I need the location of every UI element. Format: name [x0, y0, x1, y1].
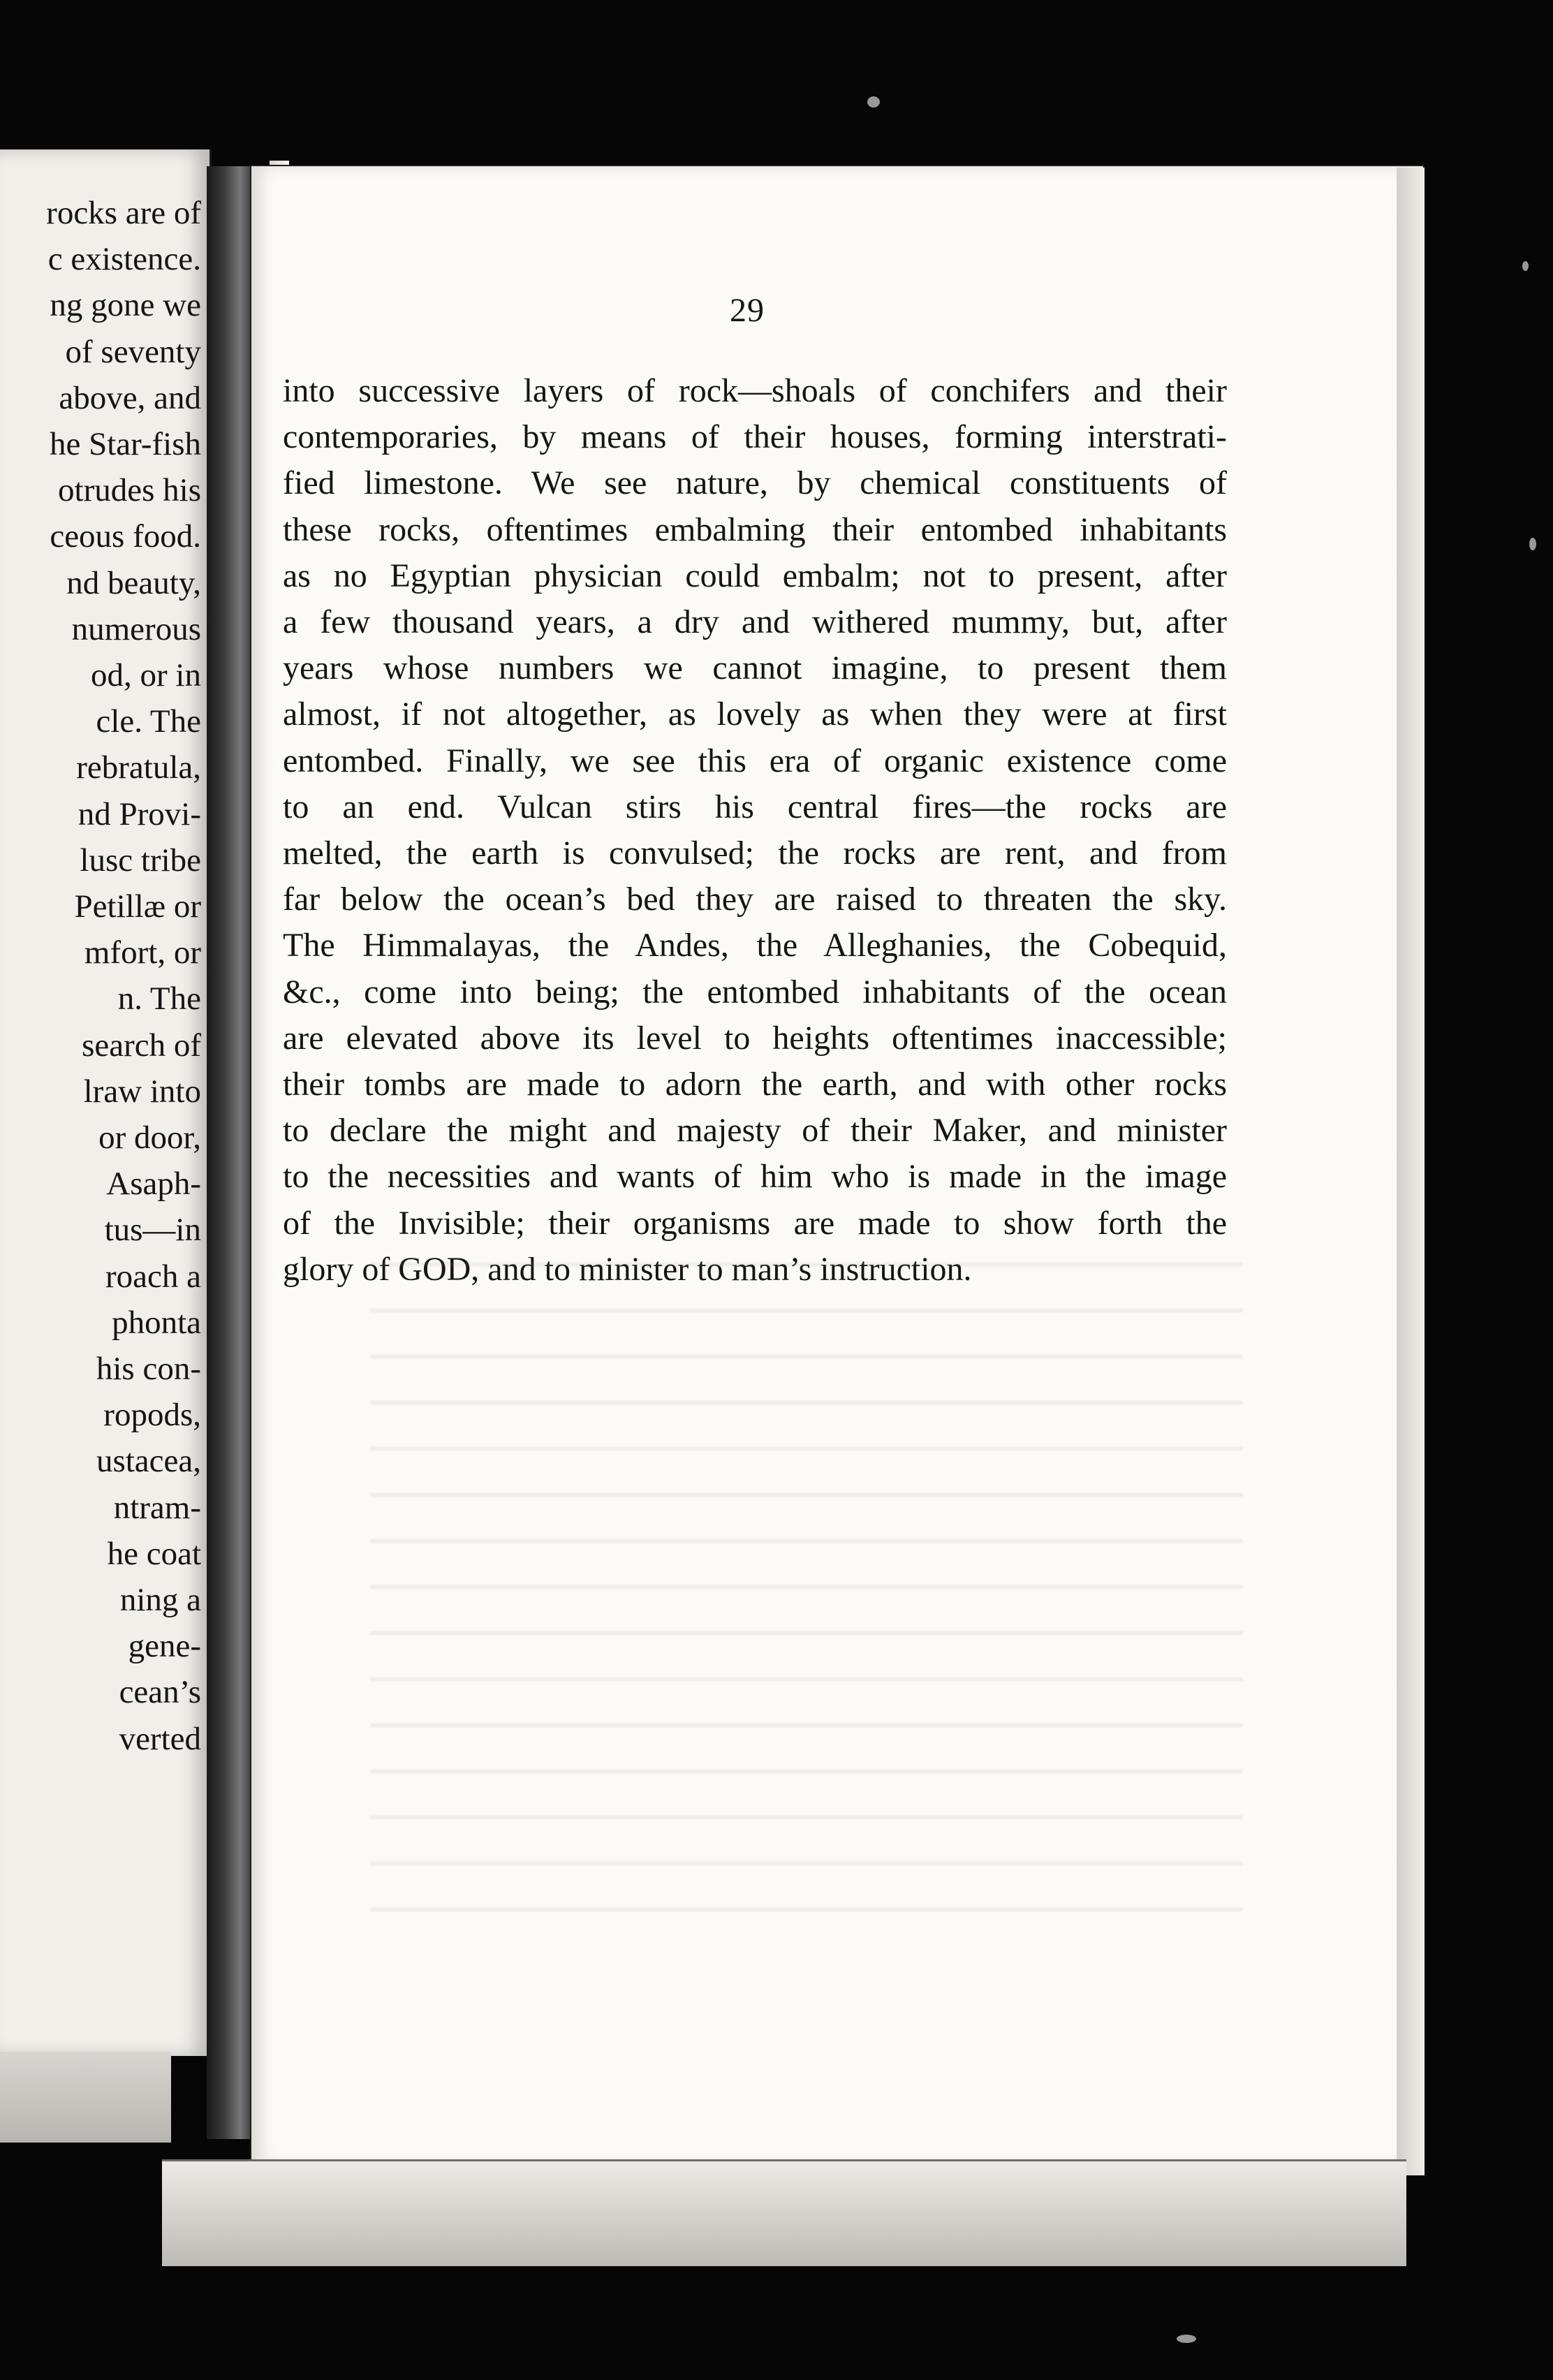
- paragraph-line: a few thousand years, a dry and withered mummy, but, after: [283, 603, 1227, 640]
- paragraph-line: far below the ocean’s bed they are raised to threaten the sky.: [283, 881, 1227, 918]
- left-page-line: mfort, or: [84, 934, 201, 971]
- paragraph-line: their tombs are made to adorn the earth, and with other rocks: [283, 1066, 1227, 1103]
- scan-speck: [1177, 2335, 1196, 2343]
- scan-speck: [1522, 261, 1529, 271]
- paragraph-line: these rocks, oftentimes embalming their entombed inhabitants: [283, 510, 1227, 548]
- paragraph-line: entombed. Finally, we see this era of organic existence come: [283, 742, 1227, 779]
- left-page-line: cean’s: [119, 1674, 201, 1711]
- left-page-line: his con-: [96, 1351, 201, 1387]
- left-page-line: n. The: [117, 980, 201, 1018]
- left-page-line: Asaph-: [106, 1166, 201, 1203]
- left-page-line: search of: [82, 1027, 201, 1064]
- left-page-line: roach a: [105, 1258, 201, 1295]
- left-page-line: of seventy: [65, 333, 201, 370]
- left-page-line: ustacea,: [96, 1443, 201, 1480]
- scan-speck: [1529, 538, 1536, 550]
- paragraph-line: glory of GOD, and to minister to man’s instruction.: [283, 1250, 972, 1288]
- right-page-bottom-edge: [162, 2159, 1406, 2266]
- left-page-line: numerous: [71, 610, 201, 647]
- paragraph-line: contemporaries, by means of their houses, forming interstrati-: [283, 418, 1227, 456]
- left-page-line: otrudes his: [58, 472, 201, 509]
- left-page-line: ceous food.: [50, 518, 201, 555]
- left-page-line: rebratula,: [76, 749, 201, 786]
- paragraph-line: to the necessities and wants of him who is made in the image: [283, 1158, 1227, 1196]
- paragraph-line: to declare the might and majesty of their Maker, and minister: [283, 1112, 1227, 1149]
- left-page-line: verted: [119, 1720, 201, 1757]
- paragraph-line: &c., come into being; the entombed inhabitants of the ocean: [283, 973, 1227, 1011]
- left-page-line: tus—in: [104, 1212, 201, 1249]
- left-page-bottom-edge: [0, 2052, 171, 2143]
- left-page-line: ng gone we: [50, 287, 201, 324]
- show-through-text: [370, 1257, 1243, 1941]
- left-page-line: Petillæ or: [74, 888, 201, 925]
- left-page-line: rocks are of: [46, 195, 201, 231]
- left-page-line: nd beauty,: [66, 564, 201, 601]
- paragraph-line: into successive layers of rock—shoals of conchifers and their: [283, 372, 1227, 409]
- page-number: 29: [730, 292, 765, 329]
- left-page-line: ntram-: [113, 1489, 201, 1526]
- right-page-outer-edge: [1397, 168, 1425, 2175]
- left-page: [0, 149, 212, 2056]
- scan-speck: [867, 96, 880, 108]
- paragraph-line: years whose numbers we cannot imagine, to present them: [283, 649, 1227, 687]
- left-page-line: lusc tribe: [80, 842, 201, 879]
- paragraph-line: fied limestone. We see nature, by chemical constituents of: [283, 464, 1227, 502]
- left-page-line: c existence.: [47, 241, 201, 278]
- left-page-line: lraw into: [83, 1073, 201, 1110]
- left-page-line: cle. The: [96, 703, 201, 740]
- paragraph-line: of the Invisible; their organisms are made to show forth the: [283, 1204, 1227, 1242]
- paragraph-line: are elevated above its level to heights oftentimes inaccessible;: [283, 1019, 1227, 1057]
- left-page-line: od, or in: [91, 657, 201, 693]
- left-page-line: nd Provi-: [78, 795, 201, 832]
- left-page-line: or door,: [98, 1119, 201, 1156]
- paragraph-line: The Himmalayas, the Andes, the Alleghanies, the Cobequid,: [283, 927, 1227, 964]
- left-page-line: he coat: [107, 1535, 201, 1572]
- left-page-line: above, and: [59, 379, 201, 416]
- left-page-line: gene-: [128, 1628, 201, 1665]
- left-page-line: phonta: [112, 1304, 201, 1341]
- paragraph-line: to an end. Vulcan stirs his central fires—the rocks are: [283, 788, 1227, 825]
- paragraph-line: melted, the earth is convulsed; the rocks are rent, and from: [283, 835, 1227, 872]
- left-page-line: ropods,: [103, 1397, 201, 1434]
- left-page-line: ning a: [119, 1582, 201, 1618]
- paragraph-line: almost, if not altogether, as lovely as when they were at first: [283, 696, 1227, 733]
- left-page-line: he Star-fish: [49, 426, 201, 462]
- paragraph-line: as no Egyptian physician could embalm; not to present, after: [283, 557, 1227, 594]
